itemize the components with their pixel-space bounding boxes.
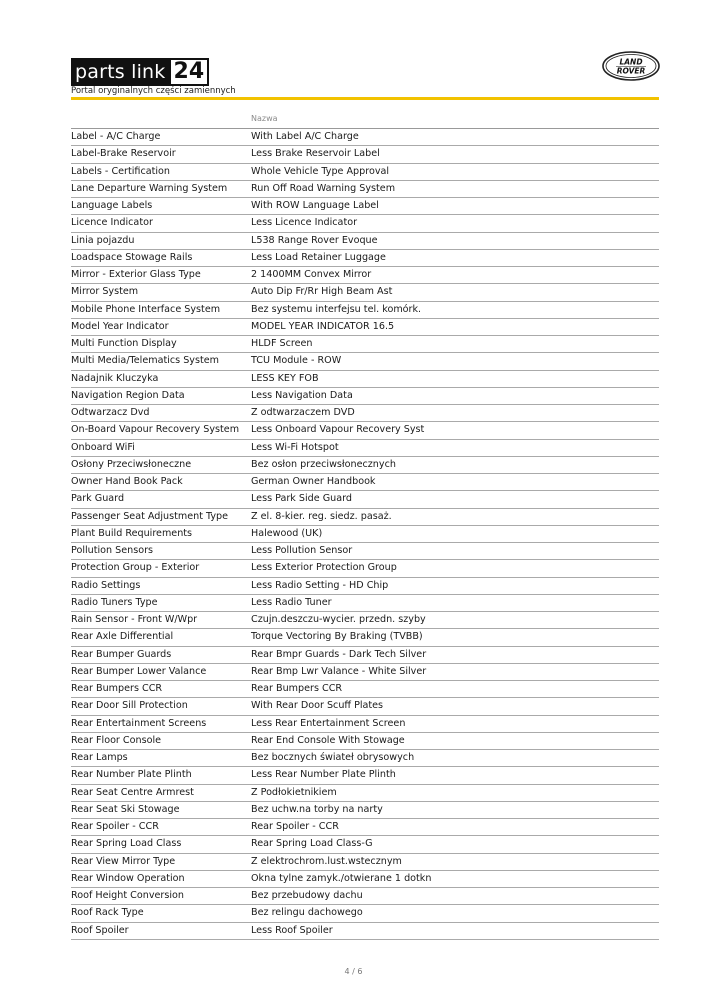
row-value: Rear Bmpr Guards - Dark Tech Silver: [251, 648, 427, 660]
page-number: 4 / 6: [344, 967, 363, 976]
table-row: [71, 233, 659, 250]
row-value: Less Licence Indicator: [251, 217, 358, 229]
row-option: Rear Bumper Lower Valance: [71, 665, 207, 677]
row-value: Less Navigation Data: [251, 389, 353, 401]
table-row: [71, 681, 659, 698]
table-row: [71, 336, 659, 353]
table-row: [71, 905, 659, 922]
row-option: Passenger Seat Adjustment Type: [71, 510, 229, 522]
row-option: Park Guard: [71, 493, 125, 505]
row-option: Rear Door Sill Protection: [71, 700, 188, 712]
table-row: [71, 802, 659, 819]
row-option: Labels - Certification: [71, 165, 170, 177]
table-row: [71, 888, 659, 905]
header-divider: [71, 97, 659, 100]
row-option: Label-Brake Reservoir: [71, 148, 176, 160]
row-option: Mirror System: [71, 286, 139, 298]
table-row: [71, 560, 659, 577]
row-value: Rear Bumpers CCR: [251, 683, 343, 694]
row-option: Language Labels: [71, 200, 153, 211]
row-option: Rear Spoiler - CCR: [71, 821, 159, 832]
logo-number: 24: [171, 58, 210, 86]
row-option: Rear Lamps: [71, 752, 128, 763]
row-option: Onboard WiFi: [71, 441, 135, 453]
table-row: [71, 198, 659, 215]
row-option: Roof Rack Type: [71, 907, 144, 919]
row-option: Loadspace Stowage Rails: [71, 251, 193, 263]
row-option: Osłony Przeciwsłoneczne: [71, 458, 192, 470]
table-row: [71, 923, 659, 940]
row-option: Radio Tuners Type: [71, 596, 158, 608]
row-value: Czujn.deszczu-wycier. przedn. szyby: [251, 614, 426, 625]
row-value: TCU Module - ROW: [251, 355, 342, 367]
table-row: [71, 664, 659, 681]
table-row: [71, 215, 659, 232]
row-option: Label - A/C Charge: [71, 131, 161, 142]
table-row: [71, 543, 659, 560]
row-value: Less Onboard Vapour Recovery Syst: [251, 424, 425, 436]
row-value: With Rear Door Scuff Plates: [251, 700, 384, 712]
row-value: Less Load Retainer Luggage: [251, 251, 386, 263]
table-row: [71, 371, 659, 388]
column-header-name: Nazwa: [251, 114, 278, 123]
row-option: Rear View Mirror Type: [71, 855, 176, 867]
table-row: [71, 595, 659, 612]
table-row: [71, 819, 659, 836]
row-option: Linia pojazdu: [71, 234, 135, 246]
row-option: Odtwarzacz Dvd: [71, 407, 150, 418]
land-rover-logo: [601, 50, 661, 82]
row-option: Multi Function Display: [71, 338, 177, 349]
brand-line2: ROVER: [616, 66, 646, 76]
row-value: Halewood (UK): [251, 527, 323, 539]
row-value: Less Roof Spoiler: [251, 924, 333, 936]
table-row: [71, 785, 659, 802]
row-option: Rear Seat Centre Armrest: [71, 786, 194, 798]
table-row: [71, 440, 659, 457]
row-value: Rear End Console With Stowage: [251, 734, 405, 746]
row-value: Rear Spoiler - CCR: [251, 821, 339, 832]
row-value: Less Rear Entertainment Screen: [251, 717, 406, 729]
row-value: Rear Bmp Lwr Valance - White Silver: [251, 665, 427, 677]
row-option: Pollution Sensors: [71, 545, 154, 556]
row-value: L538 Range Rover Evoque: [251, 234, 378, 246]
row-option: Nadajnik Kluczyka: [71, 372, 159, 384]
row-option: Roof Spoiler: [71, 924, 129, 936]
row-option: Rear Spring Load Class: [71, 838, 182, 850]
row-option: Rear Number Plate Plinth: [71, 769, 192, 781]
row-value: Bez systemu interfejsu tel. komórk.: [251, 303, 422, 315]
row-value: Less Exterior Protection Group: [251, 562, 397, 574]
table-row: [71, 578, 659, 595]
row-option: Model Year Indicator: [71, 320, 169, 332]
row-option: Multi Media/Telematics System: [71, 355, 219, 367]
row-value: Run Off Road Warning System: [251, 182, 396, 194]
row-value: 2 1400MM Convex Mirror: [251, 269, 372, 280]
row-value: Bez uchw.na torby na narty: [251, 803, 383, 815]
row-option: Rear Floor Console: [71, 734, 162, 746]
table-row: [71, 836, 659, 853]
table-row: [71, 422, 659, 439]
row-value: Bez bocznych świateł obrysowych: [251, 752, 415, 763]
row-value: Less Radio Tuner: [251, 596, 332, 608]
row-value: Z odtwarzaczem DVD: [251, 407, 355, 418]
row-value: Z el. 8-kier. reg. siedz. pasaż.: [251, 510, 392, 522]
row-value: HLDF Screen: [251, 338, 313, 349]
row-value: Less Rear Number Plate Plinth: [251, 769, 396, 781]
table-row: [71, 250, 659, 267]
row-value: German Owner Handbook: [251, 476, 376, 487]
row-value: Less Radio Setting - HD Chip: [251, 579, 389, 591]
table-row: [71, 388, 659, 405]
table-row: [71, 698, 659, 715]
row-value: Whole Vehicle Type Approval: [251, 165, 390, 177]
table-row: [71, 129, 659, 146]
table-row: [71, 716, 659, 733]
table-row: [71, 302, 659, 319]
table-row: [71, 767, 659, 784]
row-value: Okna tylne zamyk./otwierane 1 dotkn: [251, 872, 432, 884]
table-row: [71, 629, 659, 646]
row-option: Owner Hand Book Pack: [71, 476, 183, 487]
row-value: Rear Spring Load Class-G: [251, 838, 373, 850]
row-value: Z elektrochrom.lust.wstecznym: [251, 855, 402, 867]
row-option: On-Board Vapour Recovery System: [71, 424, 240, 436]
table-row: [71, 164, 659, 181]
row-value: Bez relingu dachowego: [251, 907, 363, 919]
row-option: Roof Height Conversion: [71, 890, 184, 901]
row-option: Plant Build Requirements: [71, 527, 193, 539]
table-row: [71, 647, 659, 664]
logo-text: parts link: [71, 58, 171, 86]
row-value: Less Brake Reservoir Label: [251, 148, 380, 160]
table-row: [71, 353, 659, 370]
equipment-table: [71, 110, 659, 940]
row-value: Auto Dip Fr/Rr High Beam Ast: [251, 286, 393, 298]
row-value: Bez osłon przeciwsłonecznych: [251, 458, 396, 470]
row-option: Protection Group - Exterior: [71, 562, 200, 574]
table-row: [71, 405, 659, 422]
table-row: [71, 509, 659, 526]
table-row: [71, 474, 659, 491]
row-value: Z Podłokietnikiem: [251, 786, 337, 798]
row-option: Rear Seat Ski Stowage: [71, 803, 180, 815]
table-header: [71, 110, 659, 129]
table-row: [71, 526, 659, 543]
row-value: Less Pollution Sensor: [251, 545, 353, 556]
table-row: [71, 612, 659, 629]
brand-line1: LAND: [619, 57, 643, 67]
row-option: Rain Sensor - Front W/Wpr: [71, 614, 198, 625]
row-option: Rear Bumpers CCR: [71, 683, 163, 694]
row-option: Rear Window Operation: [71, 872, 185, 884]
row-option: Rear Axle Differential: [71, 631, 174, 643]
tagline: Portal oryginalnych części zamiennych: [71, 86, 236, 96]
row-option: Licence Indicator: [71, 217, 153, 229]
page-header: [71, 58, 659, 100]
table-row: [71, 871, 659, 888]
table-row: [71, 854, 659, 871]
row-option: Navigation Region Data: [71, 389, 185, 401]
row-value: LESS KEY FOB: [251, 372, 319, 384]
table-row: [71, 267, 659, 284]
row-value: With Label A/C Charge: [251, 131, 359, 142]
table-row: [71, 181, 659, 198]
row-option: Radio Settings: [71, 579, 141, 591]
row-value: MODEL YEAR INDICATOR 16.5: [251, 320, 395, 332]
row-option: Rear Bumper Guards: [71, 648, 172, 660]
row-value: Less Park Side Guard: [251, 493, 352, 505]
table-row: [71, 491, 659, 508]
table-row: [71, 457, 659, 474]
row-option: Rear Entertainment Screens: [71, 717, 207, 729]
row-option: Lane Departure Warning System: [71, 182, 228, 194]
row-value: Torque Vectoring By Braking (TVBB): [251, 631, 423, 643]
row-value: Less Wi-Fi Hotspot: [251, 441, 339, 453]
table-row: [71, 319, 659, 336]
row-option: Mirror - Exterior Glass Type: [71, 269, 201, 280]
table-body: [71, 129, 659, 940]
row-option: Mobile Phone Interface System: [71, 303, 221, 315]
row-value: With ROW Language Label: [251, 200, 379, 211]
table-row: [71, 284, 659, 301]
table-row: [71, 146, 659, 163]
partslink24-logo: [71, 58, 209, 86]
table-row: [71, 750, 659, 767]
table-row: [71, 733, 659, 750]
row-value: Bez przebudowy dachu: [251, 890, 363, 901]
